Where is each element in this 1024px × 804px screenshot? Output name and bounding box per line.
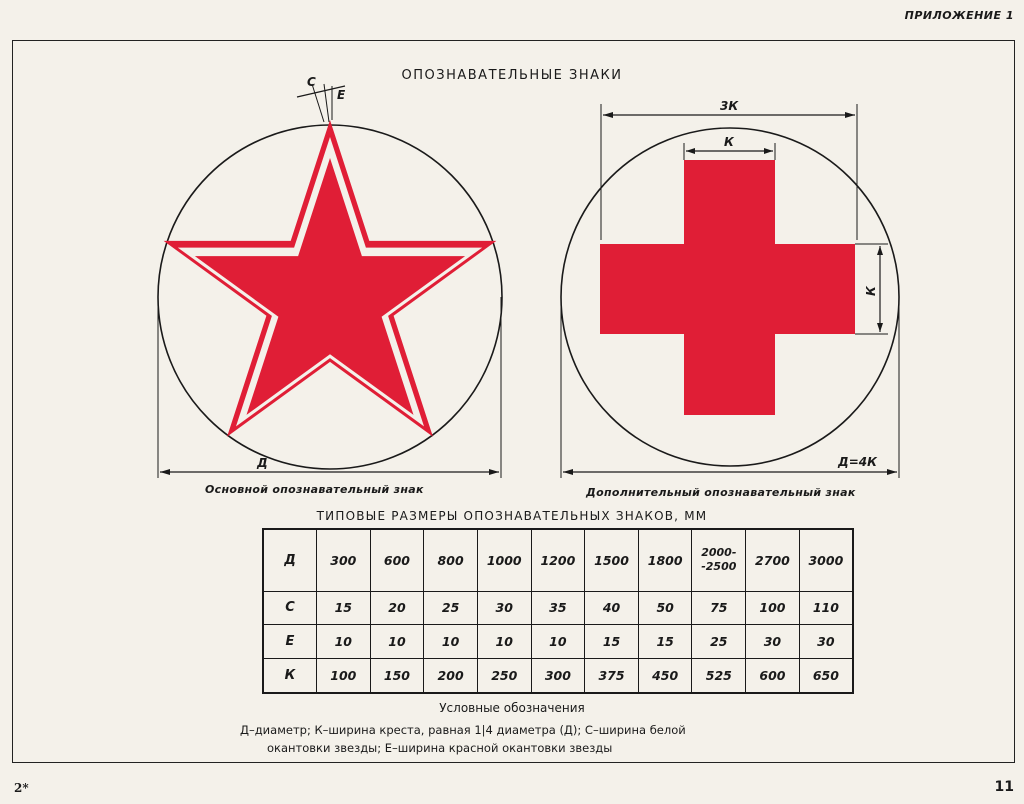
legend-line-1: Д–диаметр; К–ширина креста, равная 1|4 диаметра (Д); С–ширина белой — [240, 723, 686, 737]
table-row — [263, 591, 853, 625]
arrow-head — [877, 323, 883, 332]
table-cell: 1800 — [638, 529, 692, 591]
arrow-head — [845, 112, 855, 118]
table-cell: 30 — [746, 625, 800, 659]
table-cell: 15 — [585, 625, 639, 659]
arrow-head — [877, 246, 883, 255]
table-title: ТИПОВЫЕ РАЗМЕРЫ ОПОЗНАВАТЕЛЬНЫХ ЗНАКОВ, ММ — [316, 509, 708, 523]
table-cell: 35 — [531, 591, 585, 625]
table-row — [263, 658, 853, 693]
arrow-head — [603, 112, 613, 118]
sizes-table — [262, 528, 854, 694]
table-cell: 525 — [692, 658, 746, 693]
row-header: С — [263, 591, 317, 625]
table-cell: 450 — [638, 658, 692, 693]
table-cell: 2000- -2500 — [692, 529, 746, 591]
table-cell: 10 — [317, 625, 371, 659]
table-cell: 600 — [746, 658, 800, 693]
table-cell: 20 — [370, 591, 424, 625]
label-k-side: К — [864, 286, 878, 296]
label-e: Е — [337, 88, 346, 102]
table-cell: 25 — [692, 625, 746, 659]
table-cell: 150 — [370, 658, 424, 693]
arrow-head — [686, 148, 695, 154]
table-cell: 100 — [317, 658, 371, 693]
arrow-head — [563, 469, 573, 475]
table-cell: 250 — [477, 658, 531, 693]
star-caption: Основной опознавательный знак — [205, 483, 424, 496]
cross-figure — [561, 99, 899, 478]
table-cell: 1500 — [585, 529, 639, 591]
table-cell: 10 — [424, 625, 478, 659]
page-number: 11 — [994, 779, 1014, 795]
table-cell: 25 — [424, 591, 478, 625]
label-k-top: К — [724, 135, 734, 149]
legend-text — [240, 721, 810, 757]
table-cell: 15 — [317, 591, 371, 625]
table-cell: 200 — [424, 658, 478, 693]
table-cell: 2700 — [746, 529, 800, 591]
star-figure — [158, 75, 502, 478]
table-cell: 1000 — [477, 529, 531, 591]
table-cell: 600 — [370, 529, 424, 591]
table-cell: 10 — [477, 625, 531, 659]
table-cell: 3000 — [799, 529, 853, 591]
table-row — [263, 529, 853, 591]
table-cell: 100 — [746, 591, 800, 625]
table-cell: 10 — [370, 625, 424, 659]
table-cell: 300 — [531, 658, 585, 693]
legend-line-2: окантовки звезды; Е–ширина красной окантовки звезды — [267, 741, 613, 755]
table-cell: 30 — [799, 625, 853, 659]
table-cell: 1200 — [531, 529, 585, 591]
label-d: Д — [257, 456, 268, 470]
cross-horizontal-bar — [600, 244, 855, 334]
row-header: Д — [263, 529, 317, 591]
label-d-4k: Д=4К — [838, 455, 877, 469]
table-cell: 650 — [799, 658, 853, 693]
legend-title: Условные обозначения — [439, 701, 585, 715]
page-title: ОПОЗНАВАТЕЛЬНЫЕ ЗНАКИ — [401, 68, 623, 83]
arrow-head — [887, 469, 897, 475]
cross-caption: Дополнительный опознавательный знак — [586, 486, 856, 499]
table-cell: 75 — [692, 591, 746, 625]
label-c: С — [307, 75, 316, 89]
label-3k: 3К — [720, 99, 739, 113]
arrow-head — [160, 469, 170, 475]
appendix-label: ПРИЛОЖЕНИЕ 1 — [904, 9, 1014, 22]
table-row — [263, 625, 853, 659]
table-cell: 300 — [317, 529, 371, 591]
row-header: К — [263, 658, 317, 693]
table-cell: 375 — [585, 658, 639, 693]
table-cell: 110 — [799, 591, 853, 625]
arrow-head — [764, 148, 773, 154]
signature-mark: 2* — [14, 781, 29, 795]
dim-c-tick-left — [312, 84, 324, 122]
table-cell: 800 — [424, 529, 478, 591]
table-cell: 40 — [585, 591, 639, 625]
arrow-head — [489, 469, 499, 475]
table-cell: 30 — [477, 591, 531, 625]
table-cell: 50 — [638, 591, 692, 625]
row-header: Е — [263, 625, 317, 659]
table-cell: 15 — [638, 625, 692, 659]
table-cell: 10 — [531, 625, 585, 659]
